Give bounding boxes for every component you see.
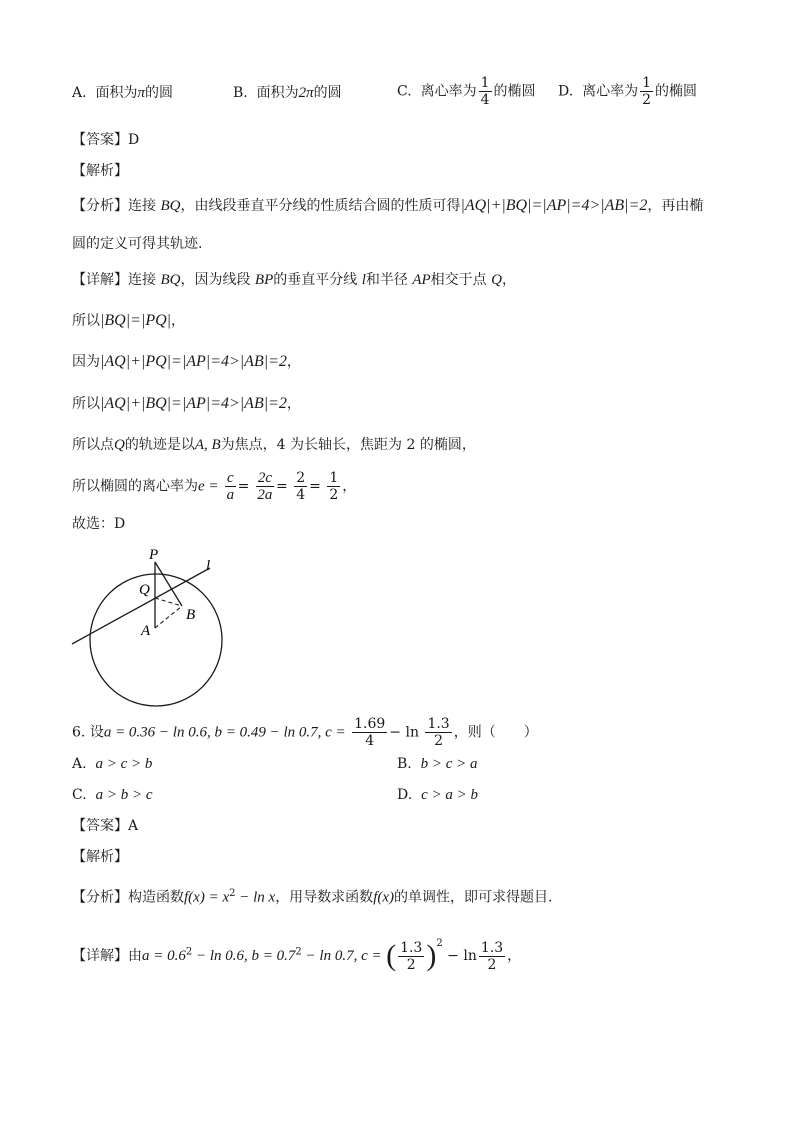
q5-detail: 【详解】连接 BQ，因为线段 BP的垂直平分线 l和半径 AP相交于点 Q， xyxy=(72,272,516,288)
label-p: P xyxy=(149,547,159,563)
q5-step-4: 所以点Q的轨迹是以A, B为焦点，4 为长轴长，焦距为 2 的椭圆， xyxy=(72,437,476,453)
q5-answer: 【答案】D xyxy=(72,132,140,148)
q5-step-5: 所以椭圆的离心率为e = $\frac{c}{a}$ = $\frac{2c}{2a}$ = $\frac{2}{4}$ = $\frac{1}{2}$ ， xyxy=(72,470,357,503)
q5-option-c: C. 离心率为 $\frac{1}{4}$ 的椭圆 xyxy=(397,75,536,108)
q6-answer: 【答案】A xyxy=(72,818,139,834)
label-q: Q xyxy=(139,582,150,598)
segment-pb xyxy=(155,562,182,606)
q6-fenxi: 【分析】构造函数$f(x) = x^2 - \ln x$，用导数求函数f(x)的单调性，即可求得题目. xyxy=(72,888,553,906)
q6-detail: 【详解】由$a = 0.6^2 - \ln 0.6$, $b = 0.7^2 - \ln 0.7$, c = ( $\frac{1.3}{2}$ )$^2$ − ln $\frac{1.3}{2}$ ， xyxy=(72,938,522,973)
q5-step-2: 因为|AQ|+|PQ|=|AP|=4>|AB|=2， xyxy=(72,353,301,370)
label-l: l xyxy=(206,558,211,574)
q5-step-1: 所以|BQ|=|PQ|， xyxy=(72,312,186,329)
q5-fenxi: 【分析】连接 BQ，由线段垂直平分线的性质结合圆的性质可得|AQ|+|BQ|=|AP|=4>|AB|=2，再由椭 xyxy=(72,197,704,214)
q6-option-d: D. c > a > b xyxy=(397,787,478,803)
geometry-figure xyxy=(60,540,240,710)
q6-option-b: B. b > c > a xyxy=(397,756,478,772)
q5-option-b: B. 面积为2π的圆 xyxy=(233,85,342,101)
q5-step-3: 所以|AQ|+|BQ|=|AP|=4>|AB|=2， xyxy=(72,395,301,412)
q5-option-d: D. 离心率为 $\frac{1}{2}$ 的椭圆 xyxy=(558,75,698,108)
label-b: B xyxy=(186,607,196,623)
q5-analysis-heading: 【解析】 xyxy=(72,163,128,179)
segment-ab xyxy=(155,606,182,628)
circle xyxy=(90,574,222,706)
q5-choice: 故选：D xyxy=(72,516,126,532)
q6-analysis-heading: 【解析】 xyxy=(72,849,128,865)
q5-option-a: A. 面积为π的圆 xyxy=(72,85,173,101)
q6-option-a: A. a > c > b xyxy=(72,756,153,772)
q5-fenxi-line2: 圆的定义可得其轨迹. xyxy=(72,236,203,252)
label-a: A xyxy=(141,623,151,639)
q6-stem: 6. 设a = 0.36 − ln 0.6, b = 0.49 − ln 0.7, c = $\frac{1.69}{4}$ − ln $\frac{1.3}{2}$ ，则（ ） xyxy=(72,716,538,749)
q6-option-c: C. a > b > c xyxy=(72,787,153,803)
